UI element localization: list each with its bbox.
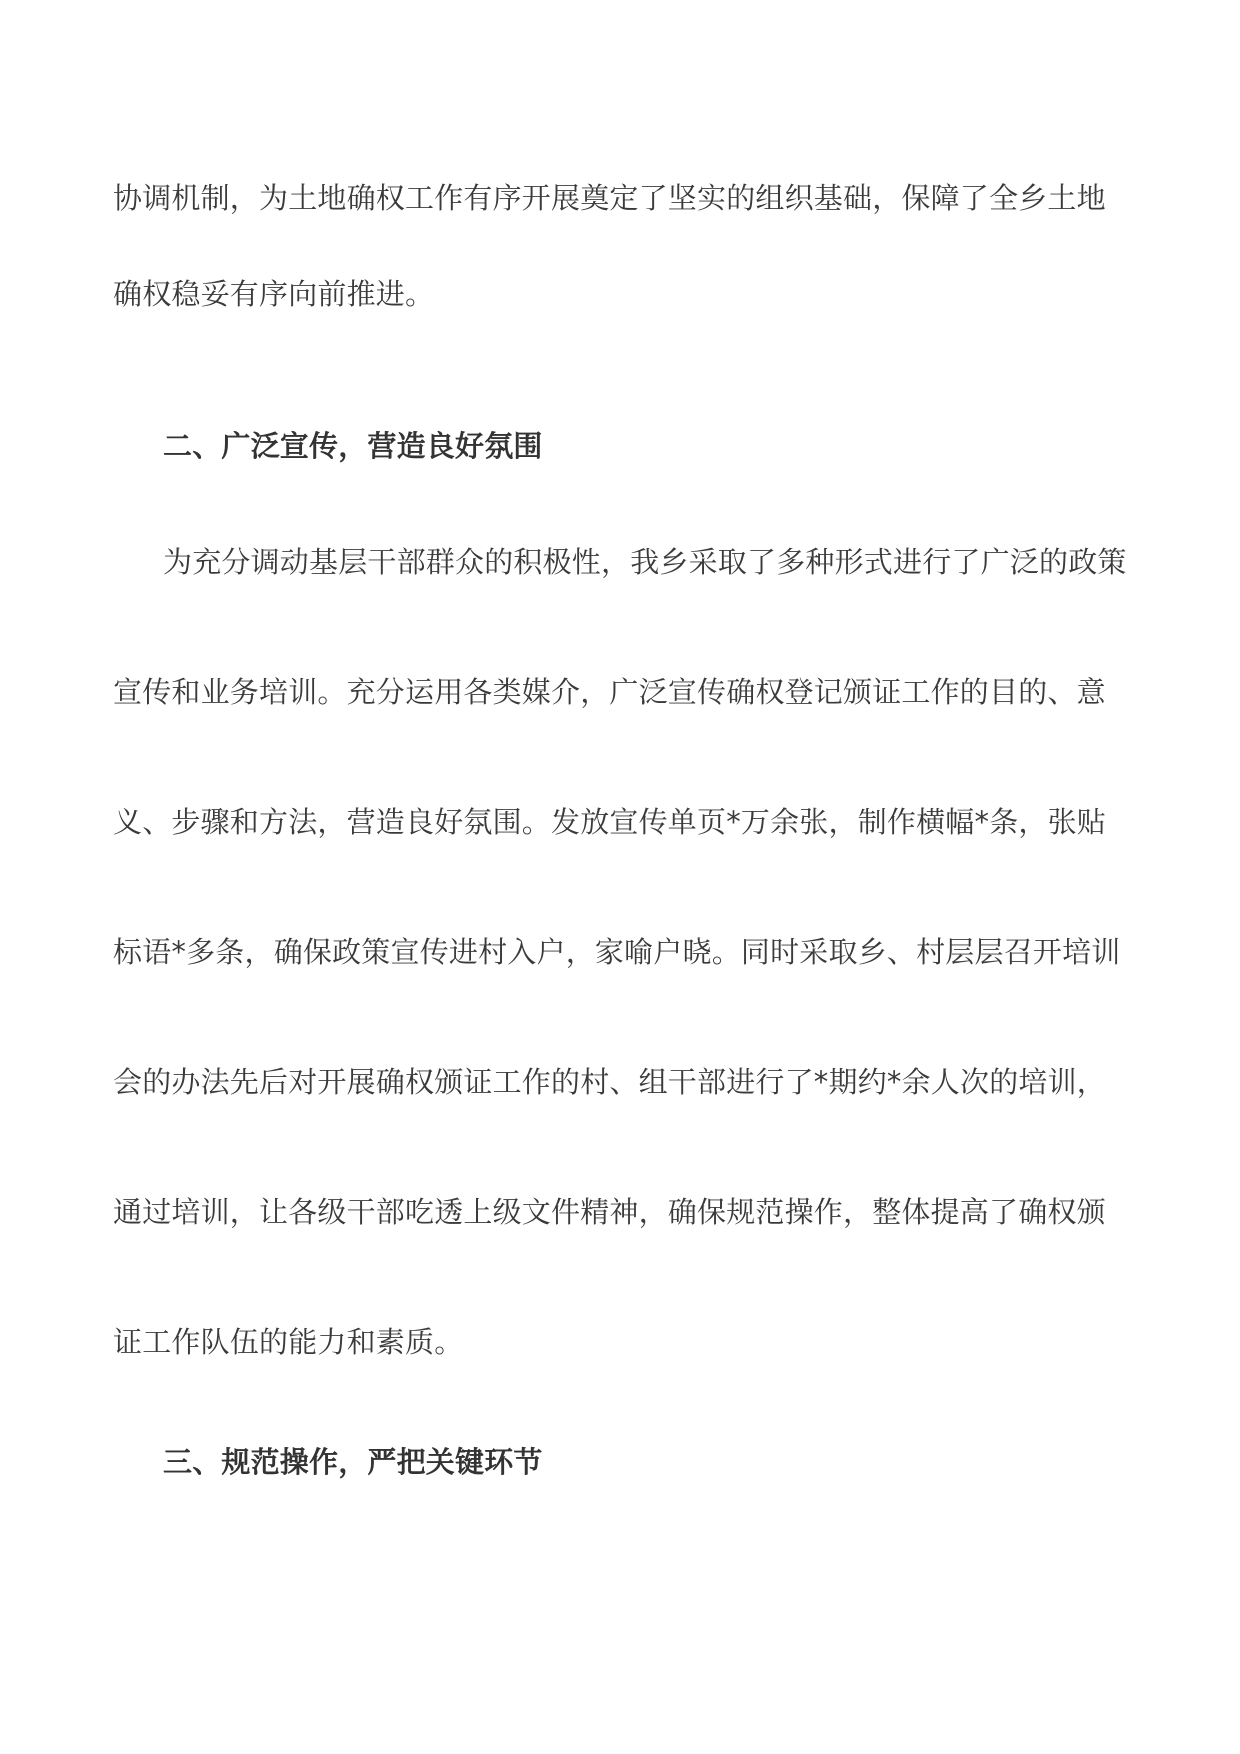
section-heading-3: 三、规范操作，严把关键环节 [163, 1445, 543, 1479]
paragraph-line: 证工作队伍的能力和素质。 [113, 1325, 464, 1359]
paragraph-line: 标语*多条，确保政策宣传进村入户，家喻户晓。同时采取乡、村层层召开培训 [113, 935, 1121, 969]
paragraph-line: 会的办法先后对开展确权颁证工作的村、组干部进行了*期约*余人次的培训， [113, 1065, 1107, 1099]
paragraph-line: 为充分调动基层干部群众的积极性，我乡采取了多种形式进行了广泛的政策 [163, 545, 1127, 579]
paragraph-line: 确权稳妥有序向前推进。 [113, 277, 435, 311]
paragraph-line: 宣传和业务培训。充分运用各类媒介，广泛宣传确权登记颁证工作的目的、意 [113, 675, 1106, 709]
paragraph-line: 协调机制，为土地确权工作有序开展奠定了坚实的组织基础，保障了全乡土地 [113, 181, 1106, 215]
paragraph-line: 通过培训，让各级干部吃透上级文件精神，确保规范操作，整体提高了确权颁 [113, 1195, 1106, 1229]
section-heading-2: 二、广泛宣传，营造良好氛围 [163, 429, 543, 463]
paragraph-line: 义、步骤和方法，营造良好氛围。发放宣传单页*万余张，制作横幅*条，张贴 [113, 805, 1107, 839]
